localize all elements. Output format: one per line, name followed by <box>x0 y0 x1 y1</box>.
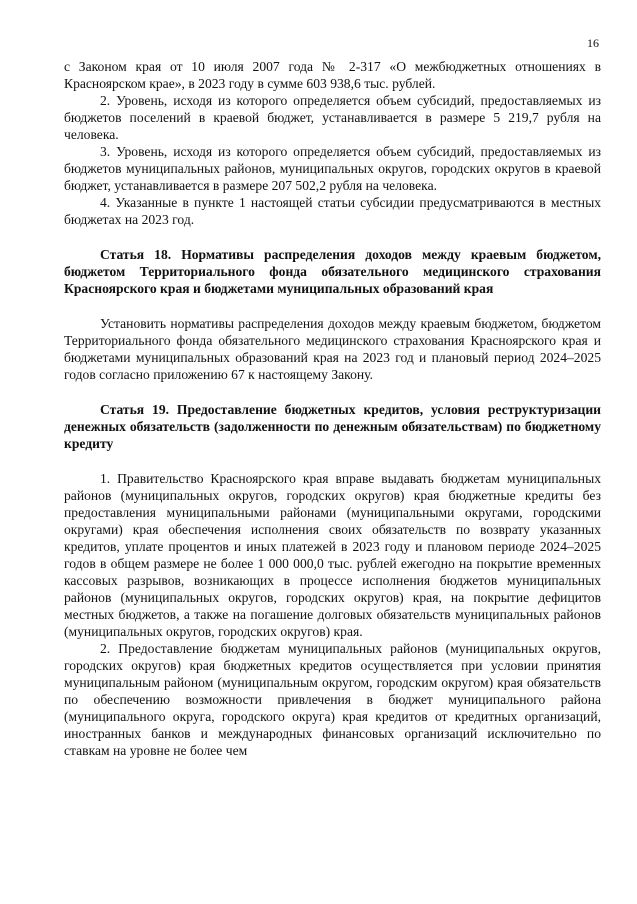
paragraph-item-3: 3. Уровень, исходя из которого определяется объем субсидий, предоставляемых из бюджетов муниципальных районов, муниципальных округов, городских округов в краевой бюджет, устанавливается в размере 207 502,2 рубля на человека. <box>64 144 601 193</box>
paragraph-continuation: с Законом края от 10 июля 2007 года № 2-317 «О межбюджетных отношениях в Красноярском крае», в 2023 году в сумме 603 938,6 тыс. рублей. <box>64 59 601 91</box>
article-18-body: Установить нормативы распределения доходов между краевым бюджетом, бюджетом Территориального фонда обязательного медицинского страхования Красноярского края и бюджетами муниципальных образований края на 2023 год и плановый период 2024–2025 годов согласно приложению 67 к настоящему Закону. <box>64 316 601 382</box>
page-content <box>64 0 601 759</box>
article-19-item-2: 2. Предоставление бюджетам муниципальных районов (муниципальных округов, городских округов) края бюджетных кредитов осуществляется при условии принятия муниципальным районом (муниципальным округом, городским округом) края обязательств по обеспечению возможности привлечения в бюджет муниципального района (муниципального округа, городского округа) края кредитов от кредитных организаций, иностранных банков и международных финансовых организаций исключительно по ставкам на уровне не более чем <box>64 641 601 758</box>
paragraph-item-4: 4. Указанные в пункте 1 настоящей статьи субсидии предусматриваются в местных бюджетах на 2023 год. <box>64 195 601 227</box>
paragraph-item-2: 2. Уровень, исходя из которого определяется объем субсидий, предоставляемых из бюджетов поселений в краевой бюджет, устанавливается в размере 5 219,7 рубля на человека. <box>64 93 601 142</box>
page-number: 16 <box>587 36 599 50</box>
article-18-heading: Статья 18. Нормативы распределения доходов между краевым бюджетом, бюджетом Территориального фонда обязательного медицинского страхования Красноярского края и бюджетами муниципальных образований края <box>64 247 601 296</box>
article-19-item-1: 1. Правительство Красноярского края вправе выдавать бюджетам муниципальных районов (муниципальных округов, городских округов) края бюджетные кредиты без предоставления муниципальными районами (муниципальными округами, городскими округами) края обеспечения исполнения своих обязательств по возврату указанных кредитов, уплате процентов и иных платежей в 2023 году и плановом периоде 2024–2025 годов в общем размере не более 1 000 000,0 тыс. рублей ежегодно на покрытие временных кассовых разрывов, возникающих в процессе исполнения бюджетов муниципальных районов (муниципальных округов, городских округов) края, на покрытие дефицитов местных бюджетов, а также на погашение долговых обязательств муниципальных районов (муниципальных округов, городских округов) края. <box>64 471 601 639</box>
article-19-heading: Статья 19. Предоставление бюджетных кредитов, условия реструктуризации денежных обязательств (задолженности по денежным обязательствам) по бюджетному кредиту <box>64 402 601 451</box>
